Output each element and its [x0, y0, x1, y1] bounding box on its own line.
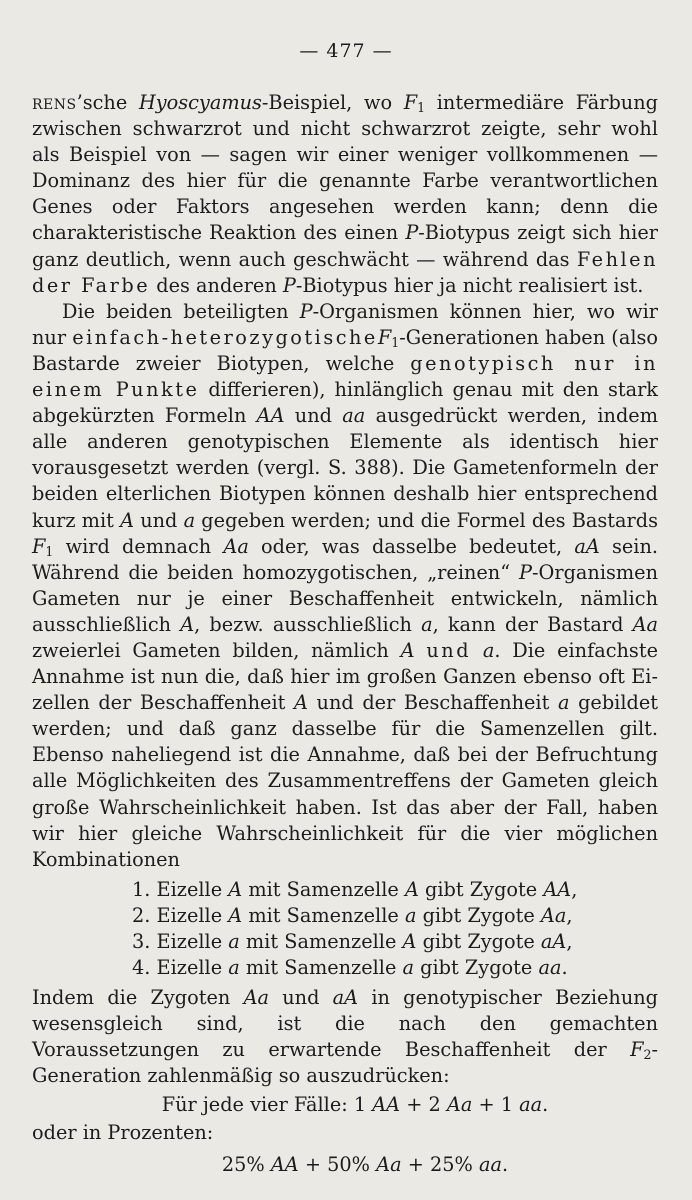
- egg-symbol: A: [228, 877, 243, 901]
- text-run: [415, 639, 427, 662]
- subscript: 2: [643, 1047, 652, 1063]
- punctuation: ,: [566, 930, 573, 953]
- formula-symbol: P: [299, 299, 313, 323]
- author-name-fragment: rens: [32, 91, 77, 114]
- zygote-symbol: Aa: [540, 903, 567, 927]
- text-run: wird demnach: [53, 534, 224, 558]
- text-run: + 25%: [401, 1152, 479, 1176]
- formula-symbol: aa: [342, 404, 366, 428]
- formula-symbol: Aa: [632, 612, 658, 636]
- genus-name: Hyoscyamus: [138, 91, 262, 114]
- text-run: Indem die Zygoten: [32, 986, 244, 1010]
- word-zygote: Zygote: [464, 956, 533, 980]
- text-run: gegeben werden; und die Formel des Bastards: [195, 508, 658, 532]
- item-number: 3.: [132, 930, 151, 953]
- word-mit: mit: [245, 956, 279, 980]
- formula-symbol: A: [180, 612, 195, 636]
- formula-symbol: A: [293, 691, 308, 715]
- emphasis-spaced: und: [426, 638, 472, 662]
- word-samenzelle: Samenzelle: [286, 903, 399, 927]
- text-run: und: [134, 508, 184, 532]
- text-run: und der Beschaffenheit: [307, 691, 558, 715]
- zygote-symbol: aa: [538, 956, 562, 980]
- text-run: Für jede vier Fälle: 1: [161, 1092, 373, 1116]
- text-run: -Generation zahlenmäßig so auszudrücken:: [32, 1038, 658, 1088]
- word-eizelle: Eizelle: [156, 877, 223, 901]
- word-samenzelle: Samenzelle: [284, 956, 397, 980]
- text-run: . Die einfachste Annahme ist nun die, daß hier im großen Ganzen ebenso oft Eizellen der Beschaffenheit: [32, 638, 658, 715]
- egg-symbol: a: [228, 930, 240, 953]
- formula-symbol: a: [557, 691, 570, 715]
- formula-symbol: P: [282, 273, 296, 297]
- text-run: gebildet werden; und daß ganz dasselbe für die Samenzellen gilt. Ebenso naheliegend ist die Annahme, daß bei der Befruchtung alle Möglichkeiten des Zusammentreffens der Gameten gleich große Wahrscheinlichkeit haben. Ist das aber der Fall, haben wir hier gleiche Wahrscheinlichkeit für die vier möglichen Kombinationen: [32, 691, 659, 871]
- text-run: oder, was dasselbe bedeutet,: [248, 534, 575, 558]
- punctuation: ,: [566, 903, 573, 927]
- text-run: -Organismen können hier, wo wir nur: [32, 299, 658, 349]
- generation-symbol: F: [403, 91, 418, 114]
- text-run: differieren), hinlänglich genau mit den stark abgekürzten Formeln: [32, 378, 658, 428]
- generation-symbol: F: [32, 534, 46, 558]
- text-run: , kann der Bastard: [432, 612, 633, 636]
- text-run: und: [268, 986, 333, 1010]
- emphasis-spaced: genotypisch nur in einem Punkte: [32, 351, 659, 402]
- formula-symbol: AA: [270, 1152, 299, 1176]
- word-samenzelle: Samenzelle: [284, 930, 397, 953]
- percent-intro: oder in Prozenten:: [32, 1120, 214, 1144]
- sperm-symbol: a: [402, 956, 415, 980]
- formula-symbol: P: [519, 560, 533, 584]
- text-run: Die beiden beteiligten: [62, 299, 300, 323]
- text-run: in genotypischer Beziehung wesensgleich sind, ist die nach den gemachten Voraussetzungen zu erwartende Beschaffenheit der: [32, 986, 659, 1062]
- formula-symbol: a: [421, 612, 433, 636]
- text-run: -Beispiel, wo: [261, 91, 404, 114]
- text-run: sein. Während die beiden homozygotischen, „reinen“: [32, 534, 658, 584]
- word-mit: mit: [248, 903, 281, 927]
- formula-symbol: Aa: [446, 1092, 473, 1116]
- generation-symbol: F: [630, 1038, 644, 1062]
- text-run: 25%: [221, 1152, 271, 1176]
- combination-row: [132, 903, 658, 929]
- word-mit: mit: [248, 877, 281, 901]
- zygote-symbol: aA: [540, 930, 567, 953]
- formula-symbol: aa: [519, 1092, 543, 1116]
- text-run: , bezw. ausschließlich: [194, 612, 422, 636]
- punctuation: .: [501, 1152, 509, 1176]
- word-gibt: gibt: [422, 930, 462, 953]
- text-run: -Organismen Gameten nur je einer Beschaffenheit entwickeln, nämlich ausschließlich: [32, 560, 658, 636]
- word-zygote: Zygote: [469, 877, 538, 901]
- text-run: [471, 639, 483, 662]
- generation-symbol: F: [377, 325, 392, 349]
- text-run: des anderen: [150, 273, 283, 297]
- formula-symbol: a: [482, 638, 495, 662]
- word-gibt: gibt: [425, 877, 464, 901]
- formula-symbol: Aa: [243, 986, 269, 1010]
- formula-symbol: AA: [372, 1092, 401, 1116]
- combination-row: [132, 955, 658, 981]
- subscript: 1: [391, 334, 400, 350]
- subscript: 1: [45, 543, 54, 559]
- sperm-symbol: A: [404, 877, 419, 901]
- formula-symbol: aa: [478, 1152, 502, 1176]
- formula-symbol: aA: [574, 534, 600, 558]
- text-run: -Biotypus zeigt sich hier ganz deutlich, wenn auch geschwächt — während das: [32, 221, 658, 271]
- emphasis-spaced: einfach-heterozygotische: [72, 325, 378, 349]
- text-run: ausgedrückt werden, indem alle anderen genotypischen Elemente als identisch hier vorausgesetzt werden (vergl. S. 388). Die Gametenformeln der beiden elterlichen Biotypen können deshalb hier entsprechend kurz mit: [32, 404, 658, 532]
- word-gibt: gibt: [422, 903, 462, 927]
- text-run: -Biotypus hier ja nicht realisiert ist.: [295, 273, 644, 297]
- sperm-symbol: A: [402, 930, 417, 953]
- egg-symbol: a: [228, 956, 240, 980]
- word-eizelle: Eizelle: [156, 956, 223, 980]
- formula-symbol: Aa: [376, 1152, 402, 1176]
- page-number: — 477 —: [299, 40, 393, 62]
- emphasis-spaced: Fehlen der Farbe: [32, 247, 658, 297]
- formula-symbol: A: [120, 508, 135, 532]
- combination-row: [132, 929, 658, 955]
- item-number: 4.: [132, 956, 151, 980]
- text-run: und: [284, 404, 343, 428]
- punctuation: .: [561, 956, 568, 980]
- page-body: [32, 90, 658, 1180]
- formula-symbol: A: [400, 638, 415, 662]
- item-number: 2.: [132, 903, 151, 927]
- paragraph-1: [32, 90, 658, 299]
- formula-symbol: AA: [256, 404, 285, 428]
- paragraph-3: [32, 985, 658, 1089]
- word-eizelle: Eizelle: [156, 903, 223, 927]
- combination-row: [132, 877, 658, 903]
- word-samenzelle: Samenzelle: [286, 877, 399, 901]
- word-eizelle: Eizelle: [156, 930, 223, 953]
- punctuation: .: [542, 1092, 549, 1116]
- formula-symbol: P: [405, 221, 419, 245]
- text-run: intermediäre Färbung zwischen schwarzrot und nicht schwarzrot zeigte, sehr wohl als Beispiel von — sagen wir einer weniger vollkommenen — Dominanz des hier für die genannte Farbe verantwortlichen Genes oder Faktors angesehen werden kann; denn die charakteristische Reaktion des einen: [32, 91, 658, 245]
- egg-symbol: A: [228, 903, 243, 927]
- formula-symbol: a: [183, 508, 196, 532]
- sperm-symbol: a: [404, 903, 417, 927]
- text-run: -Generationen haben (also Bastarde zweier Biotypen, welche: [32, 325, 658, 375]
- text-run: + 1: [472, 1092, 520, 1116]
- word-mit: mit: [245, 930, 279, 953]
- text-run: + 50%: [298, 1152, 377, 1176]
- text-run: ’sche: [76, 91, 139, 114]
- subscript: 1: [417, 100, 426, 115]
- combinations-list: [132, 877, 658, 981]
- punctuation: ,: [571, 877, 578, 901]
- formula-symbol: Aa: [223, 534, 249, 558]
- word-zygote: Zygote: [467, 930, 535, 953]
- paragraph-2: [32, 299, 658, 873]
- zygote-symbol: AA: [543, 877, 572, 901]
- formula-counts: [32, 1092, 658, 1118]
- word-gibt: gibt: [420, 956, 459, 980]
- formula-symbol: aA: [332, 986, 359, 1010]
- item-number: 1.: [132, 877, 151, 901]
- text-run: zweierlei Gameten bilden, nämlich: [32, 638, 401, 662]
- text-run: + 2: [400, 1092, 447, 1116]
- word-zygote: Zygote: [467, 903, 535, 927]
- formula-percentages: [32, 1152, 658, 1178]
